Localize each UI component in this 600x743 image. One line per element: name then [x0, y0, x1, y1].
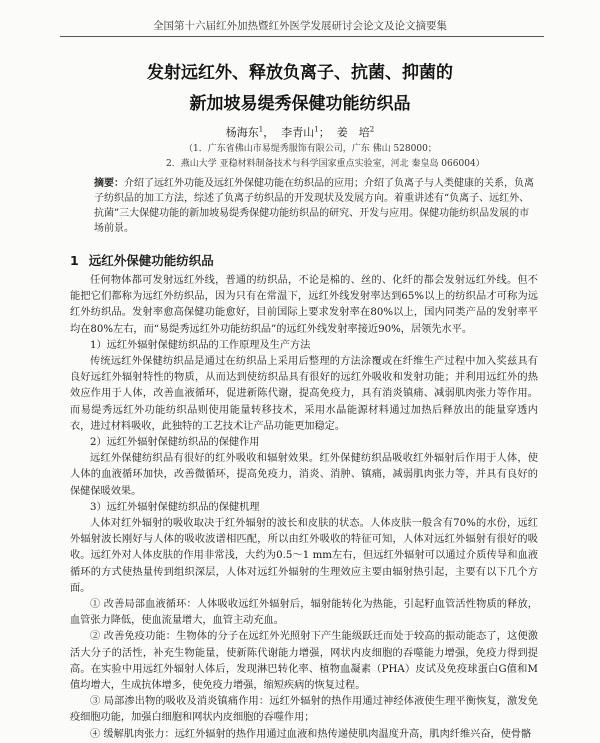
author-2-affil: 1 — [314, 125, 319, 134]
author-1: 杨海东 — [225, 126, 259, 139]
author-2: 李青山 — [281, 126, 315, 139]
affiliation-1: （1．广东省佛山市易缇秀服饰有限公司，广东 佛山 528000； — [184, 144, 437, 154]
subheading: 1）远红外辐射保健纺织品的工作原理及生产方法 — [90, 339, 311, 351]
abstract-label: 摘要： — [94, 178, 124, 189]
paragraph: 人体对红外辐射的吸收取决于红外辐射的波长和皮肤的状态。人体皮肤一般含有70%的水份，远红外辐射波长刚好与人体的吸收波谱相匹配，所以由红外吸收的特征可知，人体对远红外辐射有很好的吸收。远红外对人体皮肤的作用非常浅，大约为0.5～1 mm左右，但远红外辐射可以通过介质传导和血液循环的方式使热量传到组织深层，人体对远红外辐射的生理效应主要由辐射热引起，主要有以下几个方面。 — [70, 518, 538, 594]
paragraph: 任何物体都可发射远红外线，普通的纺织品，不论是棉的、丝的、化纤的都会发射远红外线。但不能把它们都称为远红外纺织品，因为只有在常温下，远红外线发射率达到65%以上的纺织品才可称为远红外纺织品。发射率愈高保健功能愈好，目前国际上要求发射率在80%以上，国内同类产品的发射率平均在80%左右，而“易缇秀远红外功能纺织品”的远红外线发射率接近90%，居领先水平。 — [70, 275, 538, 335]
title-line-2: 新加坡易缇秀保健功能纺织品 — [189, 94, 411, 114]
author-1-affil: 1 — [258, 125, 264, 134]
body-text — [70, 273, 538, 743]
list-item: ④ 缓解肌肉张力：远红外辐射的热作用通过血液和热传递使肌肉温度升高，肌肉纤维兴奋，使骨骼 — [90, 728, 532, 740]
subheading: 2）远红外辐射保健纺织品的保健作用 — [90, 437, 260, 449]
abstract-text: 介绍了远红外功能及远红外保健功能在纺织品的应用；介绍了负离子与人类健康的关系，负离子纺织品的加工方法，综述了负离子纺织品的开发现状及发展方向。着重讲述有“负离子、远红外、抗菌”三大保健功能的新加坡易缇秀保健功能纺织品的研究、开发与应用。保健功能纺织品发展的市场前景。 — [94, 178, 534, 234]
author-line: 杨海东$^1$， 李青山$^1$； 姜 培$^2$ — [225, 125, 375, 139]
list-item: ① 改善局部血液循环：人体吸收远红外辐射后，辐射能转化为热能，引起籽血管活性物质的释放，血管张力降低，使血流量增大，血管主动充血。 — [70, 599, 538, 627]
abstract — [94, 176, 534, 236]
author-3: 姜 培 — [336, 126, 370, 139]
section-title: 远红外保健功能纺织品 — [88, 253, 214, 268]
list-item: ② 改善免疫功能：生物体的分子在远红外光照射下产生能级跃迁而处于较高的振动能态了，这便激活大分子的活性，补充生物能量，使新陈代谢能力增强，网状内皮细胞的吞噬能力增强，免疫力得到提高。在实验中用远红外辐射人体后，发现淋巴转化率、植物血凝素（PHA）皮试及免疫球蛋白G值和M值均增大，生成抗体增多，使免疫力增强，缩短疾病的恢复过程。 — [70, 631, 538, 692]
affiliation-2: 2．燕山大学 亚稳材料制备技术与科学国家重点实验室，河北 秦皇岛 066004） — [166, 159, 485, 169]
author-3-affil: 2 — [369, 125, 375, 134]
paragraph: 传统远红外保健纺织品是通过在纺织品上采用后整理的方法涂覆或在纤维生产过程中加入奖兹具有良好远红外辐射特性的物质，从而达到使纺织品具有很好的远红外吸收和发射功能；并利用远红外的热效应作用于人体，改善血液循环，促进新陈代谢，提高免疫力，具有消炎镇痛、减弱肌肉张力等作用。而易缇秀远红外功能纺织品则使用能量转移技术，采用水晶能源材料通过加热后释放出的能量穿透内衣，进过材料吸收，此独特的工艺技术让产品功能更加稳定。 — [70, 356, 538, 432]
header-rule — [60, 36, 544, 37]
title-line-1: 发射远红外、释放负离子、抗菌、抑菌的 — [147, 63, 453, 83]
section-number: 1 — [70, 253, 79, 268]
paragraph: 远红外保健纺织品有很好的红外吸收和辐射效果。红外保健纺织品吸收红外辐射后作用于人体，使人体的血液循环加快，改善微循环，提高免疫力，消炎、消肿、镇痛，减弱肌肉张力等，并具有良好的保健保暖效果。 — [70, 453, 538, 497]
list-item: ③ 局部渗出物的吸收及消炎镇痛作用：远红外辐射的热作用通过神经体液使生理平衡恢复，激发免疫细胞功能，加强白细胞和网状内皮细胞的吞噬作用； — [70, 696, 538, 724]
subheading: 3）远红外辐射保健纺织品的保健机理 — [90, 501, 260, 513]
running-header: 全国第十六届红外加热暨红外医学发展研讨会论文及论文摘要集 — [153, 20, 447, 32]
section-heading — [70, 251, 214, 269]
